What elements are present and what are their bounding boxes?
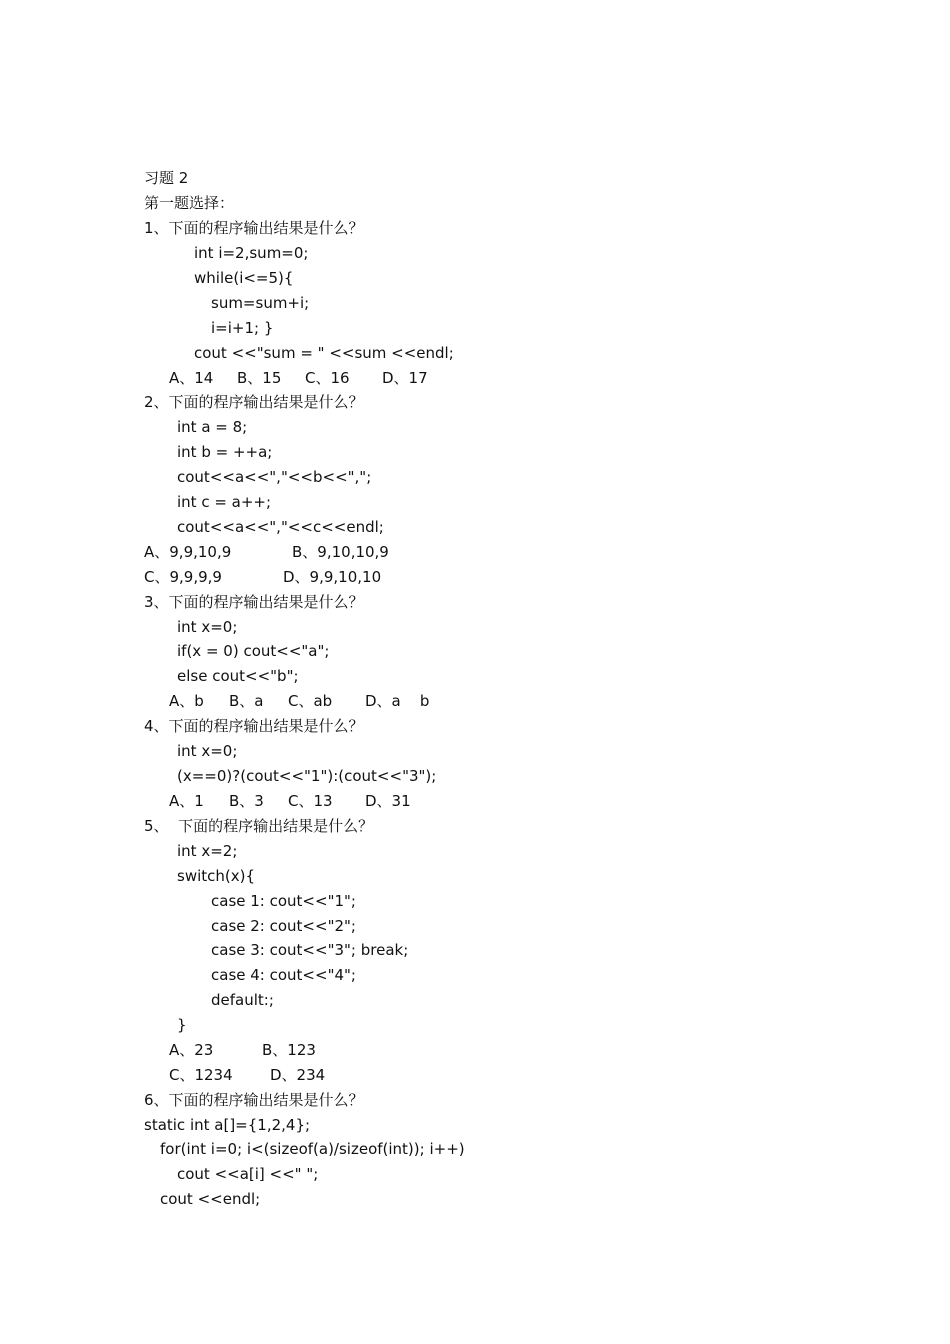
question-6-code-line: cout <<a[i] <<" "; xyxy=(177,1165,319,1183)
question-1-option-b: B、15 xyxy=(237,369,282,387)
question-3-code-line: int x=0; xyxy=(177,618,238,636)
question-2-option-b: B、9,10,10,9 xyxy=(292,543,389,561)
question-3-prompt: 3、下面的程序输出结果是什么？ xyxy=(144,593,364,611)
section-heading: 第一题选择： xyxy=(144,194,235,212)
question-5-code-line: } xyxy=(177,1016,187,1034)
question-5-code-line: case 3: cout<<"3"; break; xyxy=(211,941,409,959)
question-1-code-line: sum=sum+i; xyxy=(211,294,310,312)
question-6-prompt: 6、下面的程序输出结果是什么？ xyxy=(144,1091,364,1109)
question-1-option-c: C、16 xyxy=(305,369,350,387)
question-6-code-line: static int a[]={1,2,4}; xyxy=(144,1116,311,1134)
question-3-option-b: B、a xyxy=(229,692,264,710)
question-2-option-a: A、9,9,10,9 xyxy=(144,543,232,561)
question-3-code-line: if(x = 0) cout<<"a"; xyxy=(177,642,330,660)
question-5-option-a: A、23 xyxy=(169,1041,214,1059)
question-5-option-d: D、234 xyxy=(270,1066,326,1084)
question-3-option-d: D、a b xyxy=(365,692,430,710)
question-5-code-line: int x=2; xyxy=(177,842,238,860)
question-5-option-c: C、1234 xyxy=(169,1066,233,1084)
question-2-code-line: int b = ++a; xyxy=(177,443,273,461)
question-2-prompt: 2、下面的程序输出结果是什么？ xyxy=(144,393,364,411)
question-1-code-line: cout <<"sum = " <<sum <<endl; xyxy=(194,344,454,362)
question-4-option-b: B、3 xyxy=(229,792,264,810)
question-1-code-line: i=i+1; } xyxy=(211,319,274,337)
question-4-code-line: int x=0; xyxy=(177,742,238,760)
question-4-code-line: (x==0)?(cout<<"1"):(cout<<"3"); xyxy=(177,767,437,785)
question-1-option-d: D、17 xyxy=(382,369,428,387)
question-1-prompt: 1、下面的程序输出结果是什么？ xyxy=(144,219,364,237)
question-1-option-a: A、14 xyxy=(169,369,214,387)
question-5-code-line: case 1: cout<<"1"; xyxy=(211,892,356,910)
question-5-option-b: B、123 xyxy=(262,1041,316,1059)
question-3-option-a: A、b xyxy=(169,692,204,710)
question-5-code-line: default:; xyxy=(211,991,274,1009)
question-4-prompt: 4、下面的程序输出结果是什么？ xyxy=(144,717,364,735)
question-1-code-line: while(i<=5){ xyxy=(194,269,294,287)
page-title: 习题 2 xyxy=(144,169,189,187)
question-5-code-line: case 2: cout<<"2"; xyxy=(211,917,356,935)
question-3-option-c: C、ab xyxy=(288,692,333,710)
question-6-code-line: cout <<endl; xyxy=(160,1190,261,1208)
question-2-code-line: cout<<a<<","<<b<<","; xyxy=(177,468,372,486)
question-2-code-line: int a = 8; xyxy=(177,418,248,436)
question-5-code-line: switch(x){ xyxy=(177,867,256,885)
question-4-option-d: D、31 xyxy=(365,792,411,810)
question-5-prompt: 5、 下面的程序输出结果是什么？ xyxy=(144,817,374,835)
question-2-option-d: D、9,9,10,10 xyxy=(283,568,382,586)
question-5-code-line: case 4: cout<<"4"; xyxy=(211,966,356,984)
question-2-code-line: int c = a++; xyxy=(177,493,272,511)
question-2-option-c: C、9,9,9,9 xyxy=(144,568,222,586)
question-6-code-line: for(int i=0; i<(sizeof(a)/sizeof(int)); i++) xyxy=(160,1140,465,1158)
question-2-code-line: cout<<a<<","<<c<<endl; xyxy=(177,518,384,536)
question-1-code-line: int i=2,sum=0; xyxy=(194,244,309,262)
question-4-option-c: C、13 xyxy=(288,792,333,810)
question-4-option-a: A、1 xyxy=(169,792,204,810)
question-3-code-line: else cout<<"b"; xyxy=(177,667,299,685)
